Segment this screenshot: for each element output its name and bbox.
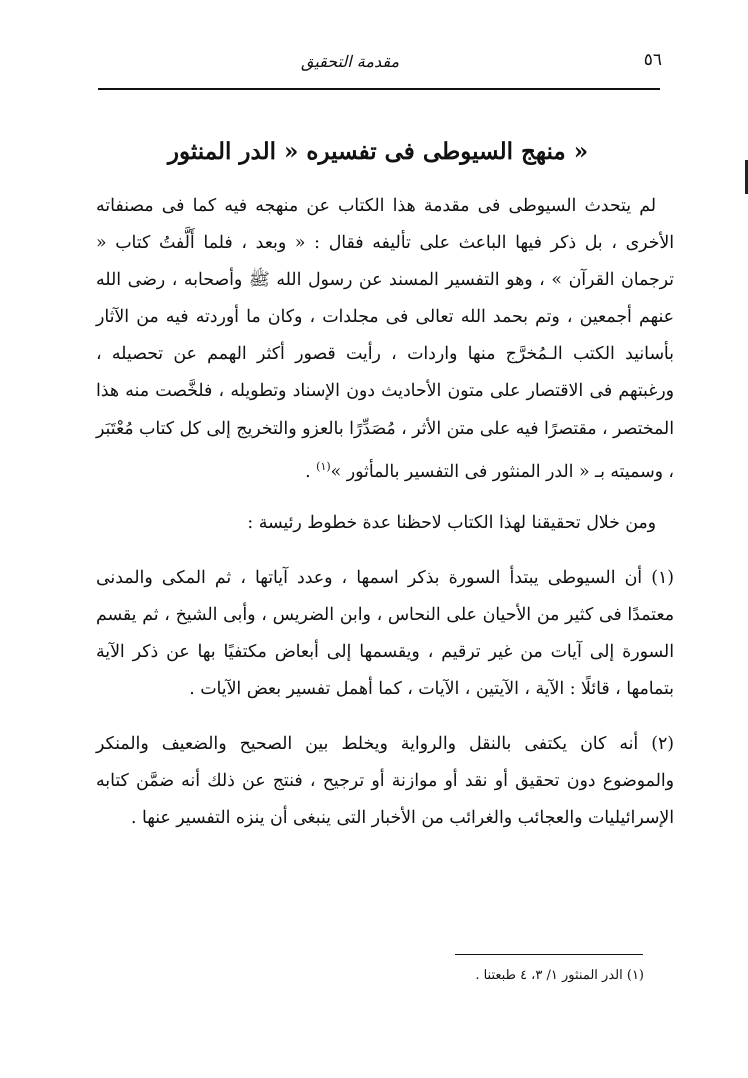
paragraph-observations-lead: ومن خلال تحقيقنا لهذا الكتاب لاحظنا عدة خطوط رئيسة :	[247, 512, 656, 533]
running-title: مقدمة التحقيق	[300, 52, 400, 71]
footnote-marker: (١)	[316, 459, 331, 473]
paragraph-intro	[96, 188, 674, 491]
footnote: (١) الدر المنثور ١/ ٣، ٤ طبعتنا .	[475, 968, 644, 983]
paragraph-intro-text: لم يتحدث السيوطى فى مقدمة هذا الكتاب عن منهجه فيه كما فى مصنفاته الأخرى ، بل ذكر فيها الباعث على تأليفه فقال : « وبعد ، فلما أَلَّفتُ كتاب « ترجمان القرآن » ، وهو التفسير المسند عن رسول الله ﷺ وأصحابه ، رضى الله عنهم أجمعين ، وتم بحمد الله تعالى فى مجلدات ، وكان ما أوردته فيه من الآثار بأسانيد الكتب الـمُخرَّج منها واردات ، رأيت قصور أكثر الهمم عن تحصيله ، ورغبتهم فى الاقتصار على متون الأحاديث دون الإسناد وتطويله ، فلخَّصت منه هذا المختصر ، مقتصرًا فيه على متن الأثر ، مُصَدِّرًا بالعزو والتخريج إلى كل كتاب مُعْتَبَر ، وسميته بـ « الدر المنثور فى التفسير بالمأثور »	[96, 196, 674, 482]
section-heading: منهج السيوطى فى تفسيره « الدر المنثور »	[167, 138, 589, 165]
page-number: ٥٦	[643, 50, 662, 70]
body-text	[96, 188, 674, 837]
header-rule	[98, 88, 660, 90]
footnote-rule	[455, 954, 643, 955]
paragraph-intro-end: .	[305, 461, 317, 482]
paragraph-point-1: (١) أن السيوطى يبتدأ السورة بذكر اسمها ، وعدد آياتها ، ثم المكى والمدنى معتمدًا فى كثير من الأحيان على النحاس ، وابن الضريس ، وأبى الشيخ ، ثم يقسم السورة إلى آيات من غير ترقيم ، ويقسمها إلى أبعاض مكتفيًا بها عن ذكر الآية بتمامها ، قائلًا : الآية ، الآيتين ، الآيات ، كما أهمل تفسير بعض الآيات .	[96, 567, 674, 699]
paragraph-point-2: (٢) أنه كان يكتفى بالنقل والرواية ويخلط بين الصحيح والضعيف والمنكر والموضوع دون تحقيق أو نقد أو موازنة أو ترجيح ، فنتج عن ذلك أنه ضمَّن كتابه الإسرائيليات والعجائب والغرائب من الأخبار التى ينبغى أن ينزه التفسير عنها .	[96, 733, 674, 829]
